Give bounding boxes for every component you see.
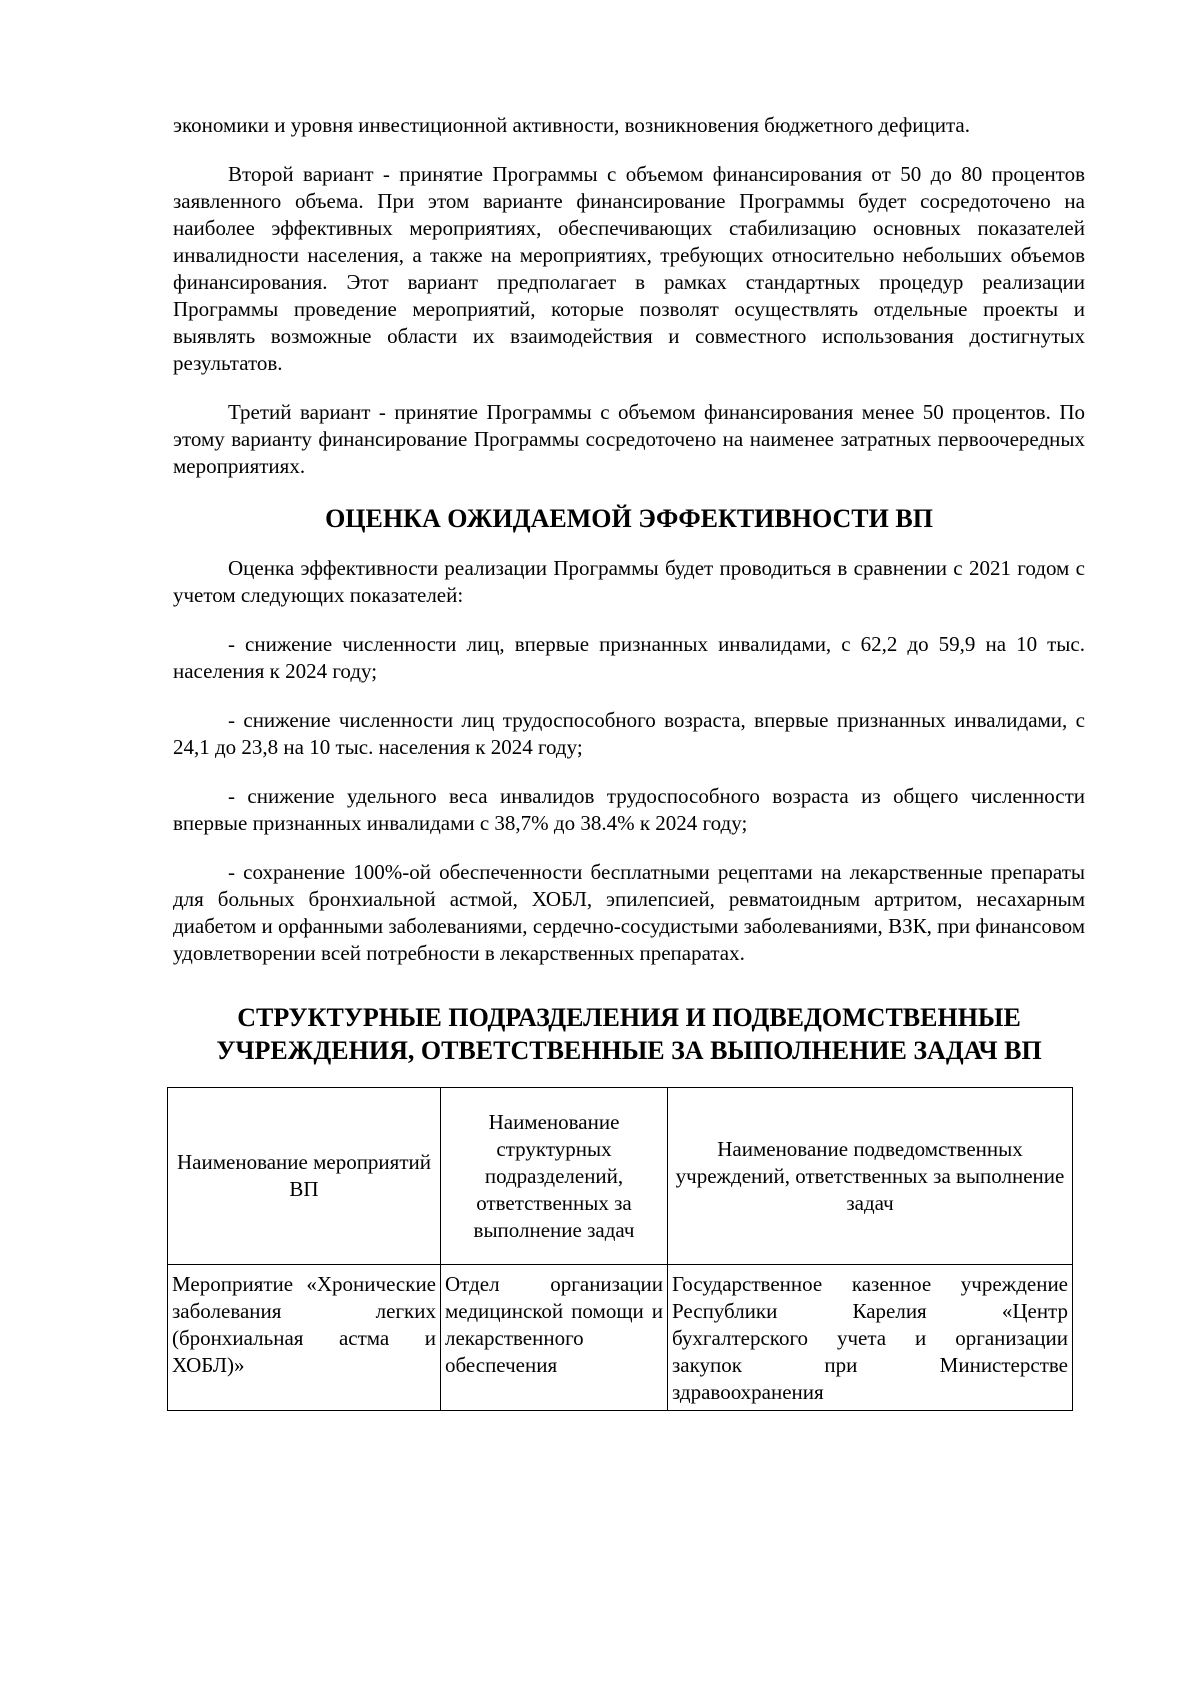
- cell-institution: Государственное казенное учреждение Республики Карелия «Центр бухгалтерского учета и организации закупок при Министерстве здравоохранения: [668, 1265, 1073, 1411]
- cell-event: Мероприятие «Хронические заболевания легких (бронхиальная астма и ХОБЛ)»: [168, 1265, 441, 1411]
- indicator-item: - сохранение 100%-ой обеспеченности бесплатными рецептами на лекарственные препараты для больных бронхиальной астмой, ХОБЛ, эпилепсией, ревматоидным артритом, несахарным диабетом и орфанными заболеваниями, сердечно-сосудистыми заболеваниями, ВЗК, при финансовом удовлетворении всей потребности в лекарственных препаратах.: [173, 860, 1085, 965]
- indicator-item: - снижение численности лиц трудоспособного возраста, впервые признанных инвалидами, с 24,1 до 23,8 на 10 тыс. населения к 2024 году;: [173, 708, 1085, 759]
- header-event-name: Наименование мероприятий ВП: [168, 1088, 441, 1265]
- paragraph-third-variant: Третий вариант - принятие Программы с объемом финансирования менее 50 процентов. По этому варианту финансирование Программы сосредоточено на наименее затратных первоочередных мероприятиях.: [173, 400, 1085, 478]
- section-title-responsible-units: [173, 1001, 1085, 1067]
- section-title-line: СТРУКТУРНЫЕ ПОДРАЗДЕЛЕНИЯ И ПОДВЕДОМСТВЕННЫЕ: [237, 1003, 1021, 1032]
- table-row: [168, 1265, 1073, 1411]
- indicator-item: - снижение удельного веса инвалидов трудоспособного возраста из общего численности впервые признанных инвалидами с 38,7% до 38.4% к 2024 году;: [173, 784, 1085, 835]
- header-institution-name: Наименование подведомственных учреждений, ответственных за выполнение задач: [668, 1088, 1073, 1265]
- paragraph-budget-deficit: экономики и уровня инвестиционной активности, возникновения бюджетного дефицита.: [173, 113, 970, 137]
- header-department-name: Наименование структурных подразделений, ответственных за выполнение задач: [441, 1088, 668, 1265]
- document-page: [173, 112, 1085, 1411]
- indicator-item: - снижение численности лиц, впервые признанных инвалидами, с 62,2 до 59,9 на 10 тыс. населения к 2024 году;: [173, 632, 1085, 683]
- paragraph-second-variant: Второй вариант - принятие Программы с объемом финансирования от 50 до 80 процентов заявленного объема. При этом варианте финансирование Программы будет сосредоточено на наиболее эффективных мероприятиях, обеспечивающих стабилизацию основных показателей инвалидности населения, а также на мероприятиях, требующих относительно небольших объемов финансирования. Этот вариант предполагает в рамках стандартных процедур реализации Программы проведение мероприятий, которые позволят осуществлять отдельные проекты и выявлять возможные области их взаимодействия и совместного использования достигнутых результатов.: [173, 162, 1085, 375]
- section-title-efficiency: ОЦЕНКА ОЖИДАЕМОЙ ЭФФЕКТИВНОСТИ ВП: [325, 504, 933, 533]
- table-header-row: [168, 1088, 1073, 1265]
- section-title-line: УЧРЕЖДЕНИЯ, ОТВЕТСТВЕННЫЕ ЗА ВЫПОЛНЕНИЕ ЗАДАЧ ВП: [216, 1036, 1042, 1065]
- cell-department: Отдел организации медицинской помощи и лекарственного обеспечения: [441, 1265, 668, 1411]
- paragraph-efficiency-intro: Оценка эффективности реализации Программы будет проводиться в сравнении с 2021 годом с учетом следующих показателей:: [173, 556, 1085, 607]
- responsible-units-table: [167, 1087, 1073, 1411]
